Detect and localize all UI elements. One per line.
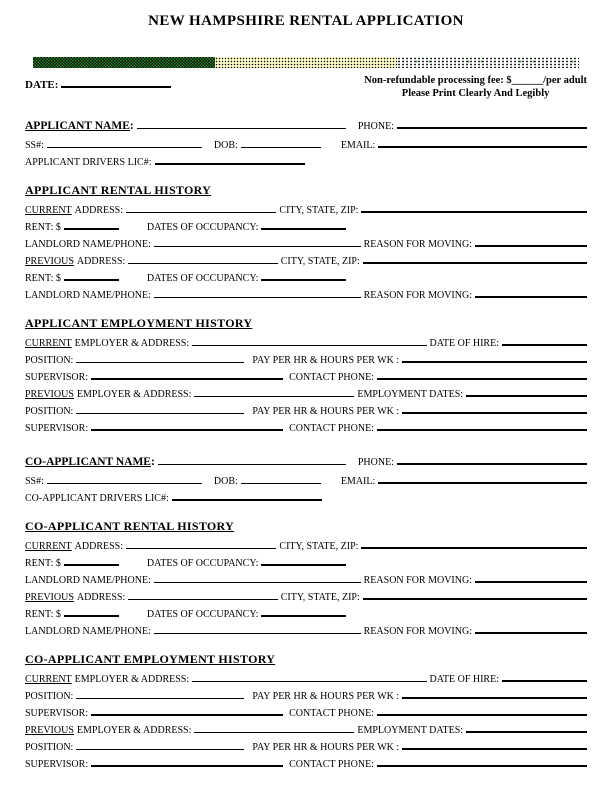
employer-label: EMPLOYER & ADDRESS: bbox=[76, 389, 192, 400]
contact-label: CONTACT PHONE: bbox=[289, 372, 374, 383]
bar-green-segment bbox=[33, 57, 215, 68]
applicant-rental-previous-landlord-row bbox=[25, 286, 587, 303]
supervisor-label: SUPERVISOR: bbox=[25, 423, 89, 434]
address-label: ADDRESS: bbox=[76, 592, 126, 603]
city-state-zip-label: CITY, STATE, ZIP: bbox=[279, 541, 359, 552]
applicant-employment-history-heading: APPLICANT EMPLOYMENT HISTORY bbox=[25, 316, 253, 330]
reason-label: REASON FOR MOVING: bbox=[363, 626, 472, 637]
occupancy-label: DATES OF OCCUPANCY: bbox=[146, 558, 259, 569]
header-row bbox=[25, 74, 587, 100]
applicant-rental-previous-occupancy-field[interactable] bbox=[261, 269, 346, 281]
applicant-rental-current-landlord-field[interactable] bbox=[154, 236, 361, 247]
fee-block bbox=[364, 74, 587, 100]
occupancy-label: DATES OF OCCUPANCY: bbox=[146, 222, 259, 233]
co-applicant-emp-previous-employer-field[interactable] bbox=[194, 722, 354, 733]
co-applicant-dob-field[interactable] bbox=[241, 473, 321, 484]
co-applicant-rental-previous-occupancy-field[interactable] bbox=[261, 605, 346, 617]
co-applicant-employment-history-heading: CO-APPLICANT EMPLOYMENT HISTORY bbox=[25, 652, 276, 666]
applicant-emp-previous-position-field[interactable] bbox=[76, 403, 244, 414]
rent-label: RENT: $ bbox=[25, 609, 61, 620]
applicant-rental-previous-reason-field[interactable] bbox=[475, 286, 587, 298]
bar-yellow-segment bbox=[215, 57, 397, 68]
co-applicant-rental-previous-reason-field[interactable] bbox=[475, 622, 587, 634]
page-title: NEW HAMPSHIRE RENTAL APPLICATION bbox=[148, 13, 464, 29]
pay-label: PAY PER HR & HOURS PER WK : bbox=[252, 355, 400, 366]
reason-label: REASON FOR MOVING: bbox=[363, 290, 472, 301]
co-applicant-rental-current-reason-field[interactable] bbox=[475, 571, 587, 583]
previous-word: PREVIOUS bbox=[25, 256, 74, 267]
co-applicant-rental-previous-landlord-field[interactable] bbox=[154, 623, 361, 634]
co-applicant-rental-current-landlord-field[interactable] bbox=[154, 572, 361, 583]
applicant-emp-previous-employer-field[interactable] bbox=[194, 386, 354, 397]
hire-label: DATE OF HIRE: bbox=[429, 338, 499, 349]
co-applicant-emp-current-supervisor-row bbox=[25, 704, 587, 721]
co-applicant-ssn-label: SS#: bbox=[25, 476, 44, 487]
co-applicant-emp-previous-position-field[interactable] bbox=[76, 739, 244, 750]
applicant-emp-current-position-field[interactable] bbox=[76, 352, 244, 363]
applicant-emp-current-supervisor-row bbox=[25, 368, 587, 385]
applicant-name-colon: : bbox=[129, 120, 134, 132]
co-applicant-emp-current-contact-field[interactable] bbox=[377, 704, 587, 716]
employment-dates-label: EMPLOYMENT DATES: bbox=[357, 389, 464, 400]
applicant-email-field[interactable] bbox=[378, 136, 587, 148]
pay-label: PAY PER HR & HOURS PER WK : bbox=[252, 691, 400, 702]
applicant-rental-current-reason-field[interactable] bbox=[475, 235, 587, 247]
employer-label: EMPLOYER & ADDRESS: bbox=[74, 674, 190, 685]
pay-label: PAY PER HR & HOURS PER WK : bbox=[252, 742, 400, 753]
applicant-dob-label: DOB: bbox=[213, 140, 238, 151]
applicant-emp-previous-contact-field[interactable] bbox=[377, 419, 587, 431]
co-applicant-emp-current-hire-field[interactable] bbox=[502, 670, 587, 682]
applicant-rental-previous-rent-field[interactable] bbox=[64, 269, 119, 281]
city-state-zip-label: CITY, STATE, ZIP: bbox=[280, 256, 360, 267]
applicant-ssn-label: SS#: bbox=[25, 140, 44, 151]
position-label: POSITION: bbox=[25, 691, 74, 702]
applicant-rental-previous-csz-field[interactable] bbox=[363, 252, 587, 264]
co-applicant-rental-previous-rent-row bbox=[25, 605, 587, 622]
co-applicant-phone-field[interactable] bbox=[397, 453, 587, 465]
applicant-license-label: APPLICANT DRIVERS LIC#: bbox=[25, 157, 152, 168]
applicant-rental-previous-landlord-field[interactable] bbox=[154, 287, 361, 298]
date-row bbox=[25, 74, 171, 91]
position-label: POSITION: bbox=[25, 406, 74, 417]
rent-label: RENT: $ bbox=[25, 273, 61, 284]
co-applicant-rental-current-address-row bbox=[25, 537, 587, 554]
co-applicant-emp-current-employer-row bbox=[25, 670, 587, 687]
applicant-phone-field[interactable] bbox=[397, 117, 587, 129]
co-applicant-dob-label: DOB: bbox=[213, 476, 238, 487]
hire-label: DATE OF HIRE: bbox=[429, 674, 499, 685]
co-applicant-emp-current-supervisor-field[interactable] bbox=[91, 704, 283, 716]
contact-label: CONTACT PHONE: bbox=[289, 759, 374, 770]
applicant-rental-current-landlord-row bbox=[25, 235, 587, 252]
contact-label: CONTACT PHONE: bbox=[289, 423, 374, 434]
co-applicant-emp-previous-supervisor-row bbox=[25, 755, 587, 772]
employment-dates-label: EMPLOYMENT DATES: bbox=[357, 725, 464, 736]
applicant-rental-current-rent-field[interactable] bbox=[64, 218, 119, 230]
co-applicant-license-label: CO-APPLICANT DRIVERS LIC#: bbox=[25, 493, 169, 504]
co-applicant-license-row bbox=[25, 489, 587, 506]
co-applicant-rental-current-occupancy-field[interactable] bbox=[261, 554, 346, 566]
position-label: POSITION: bbox=[25, 742, 74, 753]
applicant-emp-previous-employer-row bbox=[25, 385, 587, 402]
date-field[interactable] bbox=[61, 76, 171, 88]
applicant-ssn-field[interactable] bbox=[47, 137, 202, 148]
contact-label: CONTACT PHONE: bbox=[289, 708, 374, 719]
applicant-phone-label: PHONE: bbox=[357, 121, 394, 132]
current-word: CURRENT bbox=[25, 541, 72, 552]
current-word: CURRENT bbox=[25, 674, 72, 685]
applicant-license-row bbox=[25, 153, 587, 170]
supervisor-label: SUPERVISOR: bbox=[25, 708, 89, 719]
applicant-emp-current-supervisor-field[interactable] bbox=[91, 368, 283, 380]
reason-label: REASON FOR MOVING: bbox=[363, 239, 472, 250]
address-label: ADDRESS: bbox=[76, 256, 126, 267]
occupancy-label: DATES OF OCCUPANCY: bbox=[146, 273, 259, 284]
co-applicant-rental-previous-address-field[interactable] bbox=[128, 589, 277, 600]
applicant-emp-current-employer-field[interactable] bbox=[192, 335, 426, 346]
fee-note: Non-refundable processing fee: $______/per adult bbox=[364, 75, 587, 86]
rent-label: RENT: $ bbox=[25, 222, 61, 233]
landlord-label: LANDLORD NAME/PHONE: bbox=[25, 575, 151, 586]
previous-word: PREVIOUS bbox=[25, 725, 74, 736]
co-applicant-emp-previous-dates-field[interactable] bbox=[466, 721, 587, 733]
co-applicant-license-field[interactable] bbox=[172, 489, 322, 501]
current-word: CURRENT bbox=[25, 205, 72, 216]
landlord-label: LANDLORD NAME/PHONE: bbox=[25, 239, 151, 250]
co-applicant-rental-history-heading: CO-APPLICANT RENTAL HISTORY bbox=[25, 519, 235, 533]
applicant-rental-history-heading: APPLICANT RENTAL HISTORY bbox=[25, 183, 212, 197]
co-applicant-rental-previous-address-row bbox=[25, 588, 587, 605]
address-label: ADDRESS: bbox=[74, 541, 124, 552]
bar-dotted-segment bbox=[397, 57, 579, 68]
co-applicant-ssn-row bbox=[25, 472, 587, 489]
applicant-name-field[interactable] bbox=[137, 118, 346, 129]
co-applicant-name-colon: : bbox=[150, 456, 155, 468]
applicant-emp-current-contact-field[interactable] bbox=[377, 368, 587, 380]
address-label: ADDRESS: bbox=[74, 205, 124, 216]
co-applicant-emp-current-position-row bbox=[25, 687, 587, 704]
applicant-rental-current-address-field[interactable] bbox=[126, 202, 276, 213]
applicant-emp-previous-supervisor-row bbox=[25, 419, 587, 436]
co-applicant-name-row bbox=[25, 453, 587, 472]
city-state-zip-label: CITY, STATE, ZIP: bbox=[279, 205, 359, 216]
decorative-bar bbox=[33, 57, 579, 68]
co-applicant-email-label: EMAIL: bbox=[340, 476, 376, 487]
applicant-dob-field[interactable] bbox=[241, 137, 321, 148]
city-state-zip-label: CITY, STATE, ZIP: bbox=[280, 592, 360, 603]
applicant-emp-previous-supervisor-field[interactable] bbox=[91, 419, 283, 431]
pay-label: PAY PER HR & HOURS PER WK : bbox=[252, 406, 400, 417]
co-applicant-rental-previous-csz-field[interactable] bbox=[363, 588, 587, 600]
applicant-rental-current-address-row bbox=[25, 201, 587, 218]
applicant-rental-current-occupancy-field[interactable] bbox=[261, 218, 346, 230]
applicant-rental-previous-address-field[interactable] bbox=[128, 253, 277, 264]
supervisor-label: SUPERVISOR: bbox=[25, 372, 89, 383]
reason-label: REASON FOR MOVING: bbox=[363, 575, 472, 586]
co-applicant-rental-current-rent-field[interactable] bbox=[64, 554, 119, 566]
applicant-emp-current-employer-row bbox=[25, 334, 587, 351]
applicant-emp-current-position-row bbox=[25, 351, 587, 368]
previous-word: PREVIOUS bbox=[25, 389, 74, 400]
applicant-emp-previous-position-row bbox=[25, 402, 587, 419]
landlord-label: LANDLORD NAME/PHONE: bbox=[25, 626, 151, 637]
co-applicant-rental-previous-rent-field[interactable] bbox=[64, 605, 119, 617]
co-applicant-rental-previous-landlord-row bbox=[25, 622, 587, 639]
applicant-rental-previous-address-row bbox=[25, 252, 587, 269]
applicant-emp-current-pay-field[interactable] bbox=[402, 351, 587, 363]
applicant-rental-current-rent-row bbox=[25, 218, 587, 235]
co-applicant-rental-current-rent-row bbox=[25, 554, 587, 571]
applicant-emp-previous-pay-field[interactable] bbox=[402, 402, 587, 414]
co-applicant-emp-previous-position-row bbox=[25, 738, 587, 755]
co-applicant-email-field[interactable] bbox=[378, 472, 587, 484]
landlord-label: LANDLORD NAME/PHONE: bbox=[25, 290, 151, 301]
applicant-name-row bbox=[25, 117, 587, 136]
applicant-rental-current-csz-field[interactable] bbox=[361, 201, 587, 213]
applicant-name-label: APPLICANT NAME bbox=[25, 120, 130, 132]
supervisor-label: SUPERVISOR: bbox=[25, 759, 89, 770]
co-applicant-emp-current-position-field[interactable] bbox=[76, 688, 244, 699]
applicant-emp-current-hire-field[interactable] bbox=[502, 334, 587, 346]
co-applicant-name-label: CO-APPLICANT NAME bbox=[25, 456, 151, 468]
co-applicant-rental-current-csz-field[interactable] bbox=[361, 537, 587, 549]
co-applicant-phone-label: PHONE: bbox=[357, 457, 394, 468]
co-applicant-emp-current-employer-field[interactable] bbox=[192, 671, 426, 682]
co-applicant-ssn-field[interactable] bbox=[47, 473, 202, 484]
co-applicant-emp-current-pay-field[interactable] bbox=[402, 687, 587, 699]
co-applicant-emp-previous-pay-field[interactable] bbox=[402, 738, 587, 750]
print-note: Please Print Clearly And Legibly bbox=[401, 88, 550, 99]
date-label: DATE: bbox=[25, 79, 59, 91]
applicant-license-field[interactable] bbox=[155, 153, 305, 165]
position-label: POSITION: bbox=[25, 355, 74, 366]
co-applicant-rental-current-address-field[interactable] bbox=[126, 538, 276, 549]
applicant-emp-previous-dates-field[interactable] bbox=[466, 385, 587, 397]
applicant-email-label: EMAIL: bbox=[340, 140, 376, 151]
previous-word: PREVIOUS bbox=[25, 592, 74, 603]
rent-label: RENT: $ bbox=[25, 558, 61, 569]
co-applicant-name-field[interactable] bbox=[158, 454, 346, 465]
co-applicant-rental-current-landlord-row bbox=[25, 571, 587, 588]
co-applicant-emp-previous-employer-row bbox=[25, 721, 587, 738]
current-word: CURRENT bbox=[25, 338, 72, 349]
applicant-ssn-row bbox=[25, 136, 587, 153]
employer-label: EMPLOYER & ADDRESS: bbox=[74, 338, 190, 349]
occupancy-label: DATES OF OCCUPANCY: bbox=[146, 609, 259, 620]
employer-label: EMPLOYER & ADDRESS: bbox=[76, 725, 192, 736]
co-applicant-emp-previous-contact-field[interactable] bbox=[377, 755, 587, 767]
applicant-rental-previous-rent-row bbox=[25, 269, 587, 286]
co-applicant-emp-previous-supervisor-field[interactable] bbox=[91, 755, 283, 767]
